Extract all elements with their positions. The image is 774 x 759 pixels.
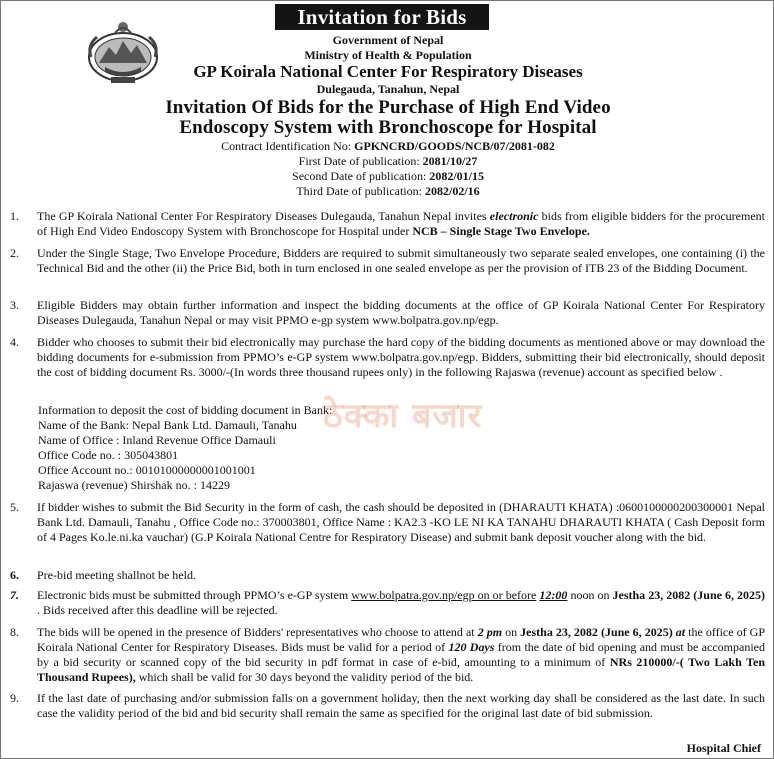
- clause-5: 5. If bidder wishes to submit the Bid Security in the form of cash, the cash should be deposited in (DHARAUTI KHATA) :0600100000200300001 Nepal Bank Ltd. Damauli, Tanahu , Office Code no.: 370003801, Office Name : KA2.3 -KO LE NI KA TANAHU DHARAUTI KHATA ( Cash Deposit form of 4 Pages Ko.le.ni.ka vauchar) (G.P Koirala National Centre for Respiratory Disease) and submit bank deposit voucher along with the bid.: [10, 500, 765, 545]
- office-account: Office Account no.: 00101000000001001001: [38, 463, 256, 477]
- clause-number: 4.: [10, 335, 19, 349]
- signature: Hospital Chief: [686, 741, 761, 755]
- bank-info-heading: Information to deposit the cost of bidding document in Bank:: [38, 403, 333, 417]
- first-publication-date: First Date of publication: 2081/10/27: [298, 154, 478, 168]
- government-line: Government of Nepal: [332, 33, 444, 47]
- clause-3: 3. Eligible Bidders may obtain further information and inspect the bidding documents at the office of GP Koirala National Center For Respiratory Diseases Dulegauda, Tanahun Nepal or may visit PPMO e-gp system www.bolpatra.gov.np/egp.: [10, 298, 765, 328]
- office-code: Office Code no. : 305043801: [38, 448, 179, 462]
- bank-name: Name of the Bank: Nepal Bank Ltd. Damauli, Tanahu: [38, 418, 297, 432]
- clause-number: 8.: [10, 625, 19, 639]
- clause-9: 9. If the last date of purchasing and/or submission falls on a government holiday, then the next working day shall be considered as the last date. In such case the validity period of the bid and bid security shall remain the same as specified for the original last date of bid submission.: [10, 691, 765, 721]
- clause-2: 2. Under the Single Stage, Two Envelope Procedure, Bidders are required to submit simultaneously two separate sealed envelopes, one containing (i) the Technical Bid and the other (ii) the Price Bid, both in turn enclosed in one sealed envelope as per the provision of ITB 23 of the Bidding Document.: [10, 246, 765, 276]
- office-name: Name of Office : Inland Revenue Office Damauli: [38, 433, 276, 447]
- clause-6: 6. Pre-bid meeting shallnot be held.: [10, 568, 196, 582]
- contract-id: Contract Identification No: GPKNCRD/GOODS/NCB/07/2081-082: [221, 139, 555, 153]
- clause-number: 6.: [10, 568, 19, 582]
- clause-number: 9.: [10, 691, 19, 705]
- clause-number: 7.: [10, 588, 19, 602]
- address-line: Dulegauda, Tanahun, Nepal: [316, 82, 460, 96]
- clause-number: 1.: [10, 209, 19, 223]
- third-publication-date: Third Date of publication: 2082/02/16: [296, 184, 480, 198]
- clause-number: 3.: [10, 298, 19, 312]
- clause-8: 8. The bids will be opened in the presence of Bidders' representatives who choose to attend at 2 pm on Jestha 23, 2082 (June 6, 2025) at the office of GP Koirala National Center for Respiratory Diseases. Bids must be valid for a period of 120 Days from the date of bid opening and must be accompanied by a bid security or scanned copy of the bid security in pdf format in case of e-bid, amounting to a minimum of NRs 210000/-( Two Lakh Ten Thousand Rupees), which shall be valid for 30 days beyond the validity period of the bid.: [10, 625, 765, 685]
- notice-title-line1: Invitation Of Bids for the Purchase of High End Video: [165, 97, 611, 118]
- notice-title-line2: Endoscopy System with Bronchoscope for Hospital: [179, 117, 597, 138]
- revenue-shirshak: Rajaswa (revenue) Shirshak no. : 14229: [38, 478, 230, 492]
- watermark: ठेक्का बजार: [323, 396, 483, 436]
- organization-name: GP Koirala National Center For Respiratory Diseases: [193, 62, 583, 81]
- ministry-line: Ministry of Health & Population: [304, 48, 472, 62]
- egp-link[interactable]: www.bolpatra.gov.np/egp on or before: [351, 588, 537, 602]
- clause-7: 7. Electronic bids must be submitted through PPMO’s e-GP system www.bolpatra.gov.np/egp on or before 12:00 noon on Jestha 23, 2082 (June 6, 2025) . Bids received after this deadline will be rejected.: [10, 588, 766, 618]
- clause-1: 1. The GP Koirala National Center For Respiratory Diseases Dulegauda, Tanahun Nepal invites electronic bids from eligible bidders for the procurement of High End Video Endoscopy System with Bronchoscope for Hospital under NCB – Single Stage Two Envelope.: [10, 209, 765, 239]
- notice-banner: Invitation for Bids: [275, 4, 489, 30]
- clause-number: 2.: [10, 246, 19, 260]
- clause-number: 5.: [10, 500, 19, 514]
- clause-4: 4. Bidder who chooses to submit their bid electronically may purchase the hard copy of the bidding documents as mentioned above or may download the bidding documents for e-submission from PPMO’s e-GP system www.bolpatra.gov.np/egp. Bidders, submitting their bid electronically, should deposit the cost of bidding document Rs. 3000/-(In words three thousand rupees only) in the following Rajaswa (revenue) account as specified below .: [10, 335, 765, 380]
- second-publication-date: Second Date of publication: 2082/01/15: [292, 169, 484, 183]
